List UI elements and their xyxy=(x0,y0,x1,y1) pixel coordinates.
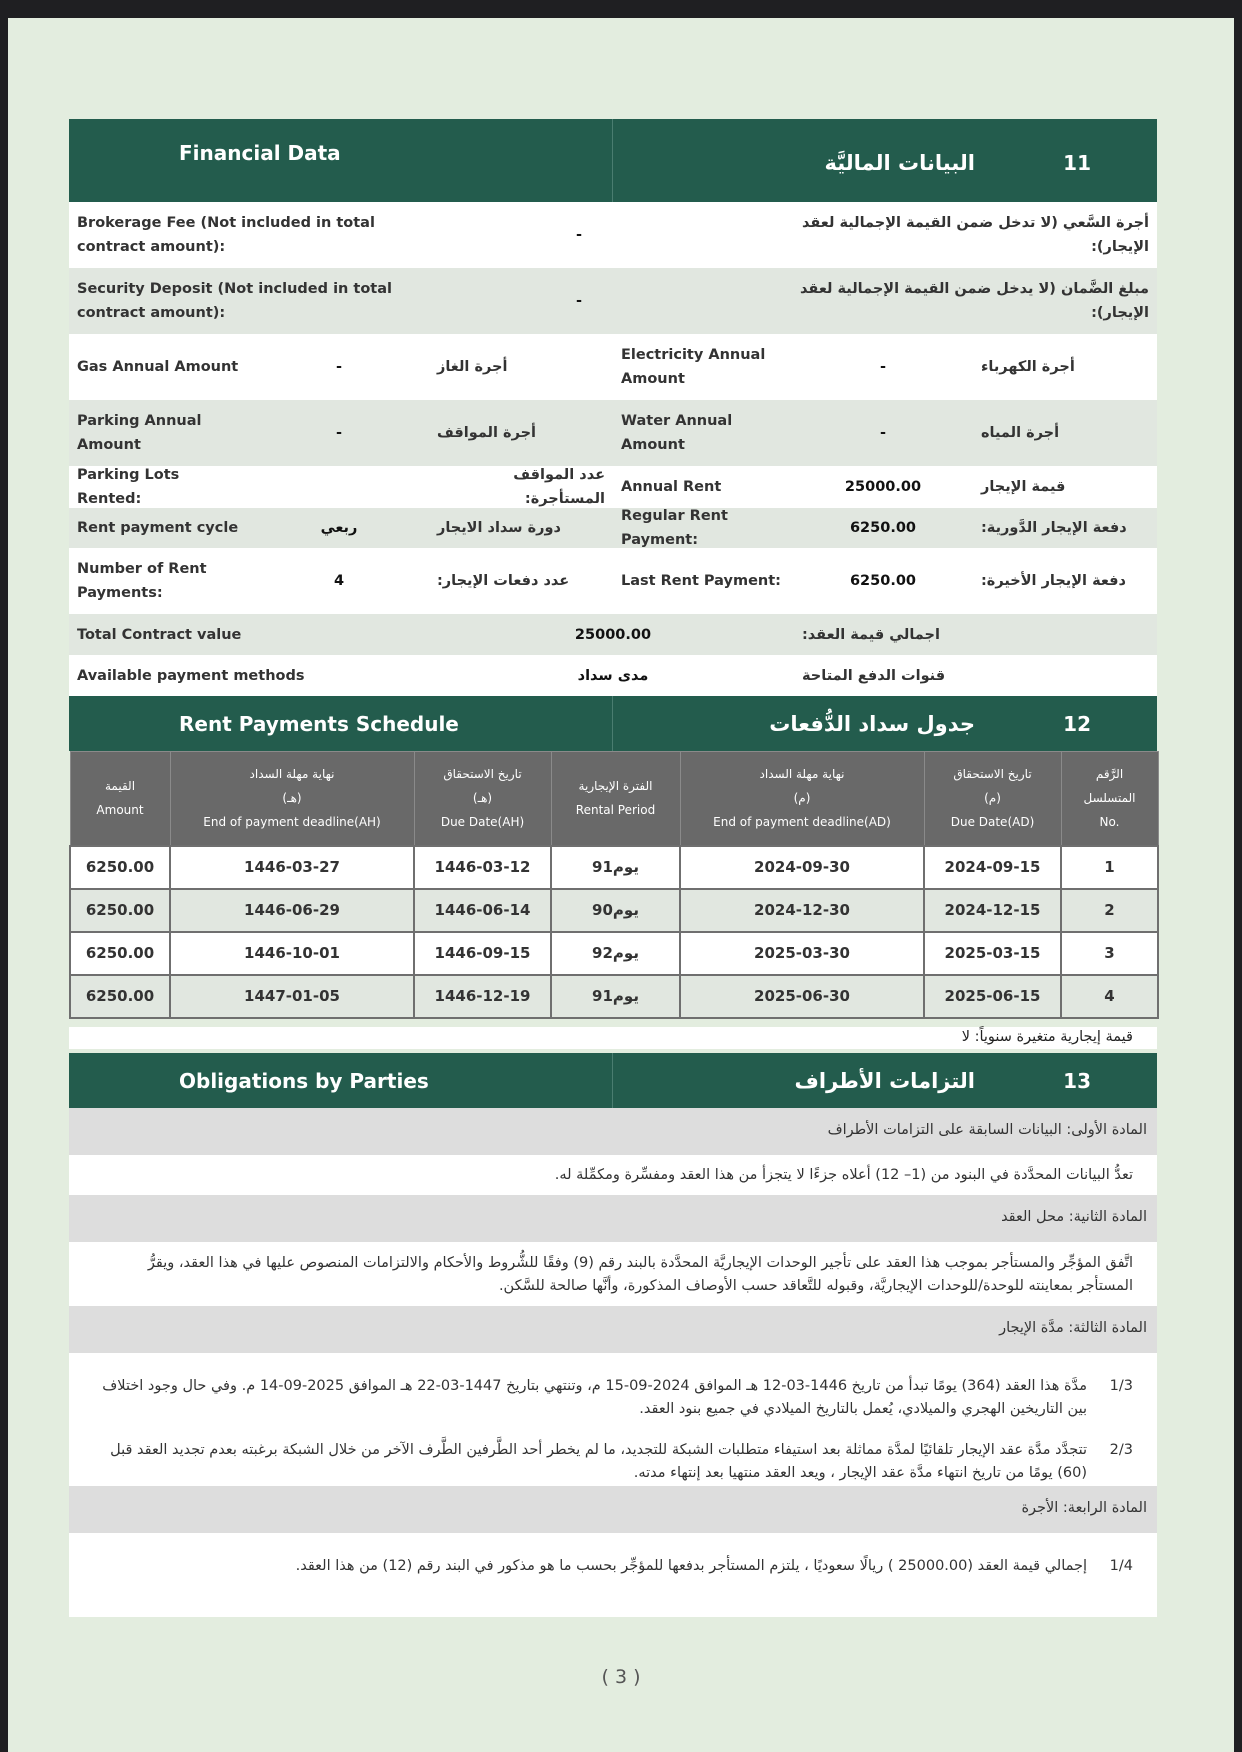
header-due-ah: تاريخ الاستحقاق (هـ) Due Date(AH) xyxy=(414,752,551,846)
financial-title-en: Financial Data xyxy=(179,141,341,165)
cell-period: 91يوم xyxy=(551,975,680,1018)
schedule-section-number: 12 xyxy=(1063,712,1091,736)
cell-no: 3 xyxy=(1061,932,1158,975)
article-3-title: المادة الثالثة: مدَّة الإيجار xyxy=(69,1306,1157,1353)
cycle-label-ar: دورة سداد الايجار xyxy=(437,520,561,536)
table-row xyxy=(70,889,1158,932)
header-period: الفترة الإيجارية Rental Period xyxy=(551,752,680,846)
cycle-label-en: Rent payment cycle xyxy=(77,520,239,536)
parking-water-row xyxy=(69,400,1157,466)
schedule-title-ar: جدول سداد الدُّفعات xyxy=(769,712,975,736)
cell-due-ad: 2025-03-15 xyxy=(924,932,1061,975)
cell-period: 92يوم xyxy=(551,932,680,975)
parking-lots-value xyxy=(249,466,429,508)
total-value: 25000.00 xyxy=(574,626,652,643)
cell-end-ah: 1446-10-01 xyxy=(170,932,414,975)
obligations-section-number: 13 xyxy=(1063,1068,1091,1093)
cell-no: 1 xyxy=(1061,846,1158,889)
article-2-title: المادة الثانية: محل العقد xyxy=(69,1195,1157,1242)
regular-payment-value: 6250.00 xyxy=(849,520,917,536)
variable-rent-note xyxy=(69,1027,1157,1049)
parking-lots-rent-row xyxy=(69,466,1157,508)
annual-rent-label-ar: قيمة الإيجار xyxy=(981,479,1066,495)
cycle-regular-row xyxy=(69,508,1157,548)
article-3-2-text: تتجدَّد مدَّة عقد الإيجار تلقائيًا لمدَّة مماثلة بعد استيفاء متطلبات الشبكة للتجديد، ما لم يخطر أحد الطَّرفين الطَّرف الآخر من خلال الشبكة برغبته بعدم تجديد العقد قبل (60) يومًا من تاريخ انتهاء مدَّة عقد الإيجار ، ويعد العقد منتهيا بعد إنتهاء مدته. xyxy=(110,1441,1087,1481)
cell-due-ah: 1446-06-14 xyxy=(414,889,551,932)
parking-lots-label-ar: عدد المواقف المستأجرة: xyxy=(513,467,605,507)
header-amount: القيمة Amount xyxy=(70,752,170,846)
cell-amount: 6250.00 xyxy=(70,846,170,889)
deposit-label-ar: مبلغ الضَّمان (لا يدخل ضمن القيمة الإجمالية لعقد الإيجار): xyxy=(800,281,1149,321)
gas-electricity-row xyxy=(69,334,1157,400)
total-label-ar: اجمالي قيمة العقد: xyxy=(802,626,940,643)
financial-section-header xyxy=(69,119,1157,202)
table-row xyxy=(70,932,1158,975)
article-1-title: المادة الأولى: البيانات السابقة على التزامات الأطراف xyxy=(69,1108,1157,1155)
financial-section-number: 11 xyxy=(1063,151,1091,175)
brokerage-row xyxy=(69,202,1157,268)
cell-end-ah: 1446-06-29 xyxy=(170,889,414,932)
water-label-en: Water Annual Amount xyxy=(621,413,733,453)
brokerage-value: - xyxy=(575,227,583,243)
cell-due-ad: 2025-06-15 xyxy=(924,975,1061,1018)
cell-amount: 6250.00 xyxy=(70,889,170,932)
article-3-body xyxy=(69,1353,1157,1486)
article-4-title: المادة الرابعة: الأجرة xyxy=(69,1486,1157,1533)
header-end-ad: نهاية مهلة السداد (م) End of payment deadline(AD) xyxy=(680,752,924,846)
num-payments-label-ar: عدد دفعات الإيجار: xyxy=(437,573,570,589)
article-2-text: اتَّفق المؤجِّر والمستأجر بموجب هذا العقد على تأجير الوحدات الإيجاريَّة المحدَّدة بالبند رقم (9) وفقًا للشُّروط والأحكام والالتزامات المنصوص عليها في هذا العقد، ويقرُّ المستأجر بمعاينته للوحدة/للوحدات الإيجاريَّة، وقبوله للتَّعاقد حسب الأوصاف المذكورة، وأنَّها صالحة للسَّكن. xyxy=(147,1254,1133,1294)
water-label-ar: أجرة المياه xyxy=(981,425,1060,441)
last-payment-label-ar: دفعة الإيجار الأخيرة: xyxy=(981,573,1126,589)
electricity-label-en: Electricity Annual Amount xyxy=(621,347,766,387)
cell-end-ad: 2025-06-30 xyxy=(680,975,924,1018)
article-3-1-index: 1/3 xyxy=(1109,1377,1133,1394)
cell-end-ah: 1446-03-27 xyxy=(170,846,414,889)
gas-label-en: Gas Annual Amount xyxy=(77,359,239,375)
schedule-title-en: Rent Payments Schedule xyxy=(179,712,459,736)
cell-period: 90يوم xyxy=(551,889,680,932)
gas-label-ar: أجرة الغاز xyxy=(437,359,508,375)
cell-due-ah: 1446-12-19 xyxy=(414,975,551,1018)
article-3-2-index: 2/3 xyxy=(1109,1441,1133,1458)
cell-end-ad: 2024-12-30 xyxy=(680,889,924,932)
header-due-ad: تاريخ الاستحقاق (م) Due Date(AD) xyxy=(924,752,1061,846)
annual-rent-value: 25000.00 xyxy=(844,479,922,495)
obligations-section-header xyxy=(69,1053,1157,1108)
cell-amount: 6250.00 xyxy=(70,932,170,975)
cell-due-ad: 2024-09-15 xyxy=(924,846,1061,889)
gas-value: - xyxy=(335,359,343,375)
article-2-body xyxy=(69,1242,1157,1306)
last-payment-value: 6250.00 xyxy=(849,573,917,589)
page-number: ( 3 ) xyxy=(601,1666,641,1688)
payments-schedule-table xyxy=(69,751,1159,1019)
cell-end-ad: 2024-09-30 xyxy=(680,846,924,889)
total-row xyxy=(69,614,1157,655)
header-no: الرَّقم المتسلسل No. xyxy=(1061,752,1158,846)
methods-row xyxy=(69,655,1157,696)
article-4-1-index: 1/4 xyxy=(1109,1557,1133,1574)
obligations-title-en: Obligations by Parties xyxy=(179,1068,429,1093)
article-4-body xyxy=(69,1533,1157,1617)
deposit-value: - xyxy=(575,293,583,309)
financial-title-ar: البيانات الماليَّة xyxy=(824,151,975,175)
total-label-en: Total Contract value xyxy=(77,626,242,643)
article-1-text: تعدُّ البيانات المحدَّدة في البنود من (1– 12) أعلاه جزءًا لا يتجزأ من هذا العقد ومفسِّرة ومكمِّلة له. xyxy=(554,1166,1133,1183)
methods-value: مدى سداد xyxy=(577,667,649,684)
article-1-body xyxy=(69,1155,1157,1195)
cell-end-ah: 1447-01-05 xyxy=(170,975,414,1018)
schedule-section-header xyxy=(69,696,1157,751)
header-end-ah: نهاية مهلة السداد (هـ) End of payment deadline(AH) xyxy=(170,752,414,846)
methods-label-en: Available payment methods xyxy=(77,667,305,684)
num-payments-value: 4 xyxy=(333,573,345,589)
table-row xyxy=(70,846,1158,889)
num-payments-label-en: Number of Rent Payments: xyxy=(77,561,207,601)
brokerage-label-en: Brokerage Fee (Not included in total contract amount): xyxy=(77,215,375,255)
parking-label-en: Parking Annual Amount xyxy=(77,413,202,453)
methods-label-ar: قنوات الدفع المتاحة xyxy=(802,667,946,684)
electricity-value: - xyxy=(879,359,887,375)
parking-value: - xyxy=(335,425,343,441)
cell-period: 91يوم xyxy=(551,846,680,889)
count-last-row xyxy=(69,548,1157,614)
schedule-header-row xyxy=(70,752,1158,846)
article-4-1-text: إجمالي قيمة العقد (25000.00 ) ريالًا سعوديًا ، يلتزم المستأجر بدفعها للمؤجِّر بحسب ما هو مذكور في البند رقم (12) من هذا العقد. xyxy=(295,1557,1087,1574)
variable-rent-note-text: قيمة إيجارية متغيرة سنوياً: لا xyxy=(961,1028,1133,1045)
brokerage-label-ar: أجرة السَّعي (لا تدخل ضمن القيمة الإجمالية لعقد الإيجار): xyxy=(801,215,1149,255)
last-payment-label-en: Last Rent Payment: xyxy=(621,573,781,589)
cell-no: 4 xyxy=(1061,975,1158,1018)
parking-label-ar: أجرة المواقف xyxy=(437,425,537,441)
obligations-title-ar: التزامات الأطراف xyxy=(794,1068,975,1093)
contract-content xyxy=(69,119,1157,1617)
table-row xyxy=(70,975,1158,1018)
annual-rent-label-en: Annual Rent xyxy=(621,479,722,495)
parking-lots-label-en: Parking Lots Rented: xyxy=(77,467,180,507)
regular-payment-label-en: Regular Rent Payment: xyxy=(621,508,728,548)
electricity-label-ar: أجرة الكهرباء xyxy=(981,359,1075,375)
deposit-row xyxy=(69,268,1157,334)
cell-amount: 6250.00 xyxy=(70,975,170,1018)
regular-payment-label-ar: دفعة الإيجار الدَّورية: xyxy=(981,520,1127,536)
cycle-value: ربعي xyxy=(320,520,358,536)
cell-due-ah: 1446-09-15 xyxy=(414,932,551,975)
cell-no: 2 xyxy=(1061,889,1158,932)
water-value: - xyxy=(879,425,887,441)
article-3-1-text: مدَّة هذا العقد (364) يومًا تبدأ من تاريخ 1446-03-12 هـ الموافق 2024-09-15 م، وتنتهي بتاريخ 1447-03-22 هـ الموافق 2025-09-14 م. وفي حال وجود اختلاف بين التاريخين الهجري والميلادي، يُعمل بالتاريخ الميلادي في جميع بنود العقد. xyxy=(102,1377,1087,1417)
cell-due-ad: 2024-12-15 xyxy=(924,889,1061,932)
cell-due-ah: 1446-03-12 xyxy=(414,846,551,889)
deposit-label-en: Security Deposit (Not included in total contract amount): xyxy=(77,281,392,321)
cell-end-ad: 2025-03-30 xyxy=(680,932,924,975)
